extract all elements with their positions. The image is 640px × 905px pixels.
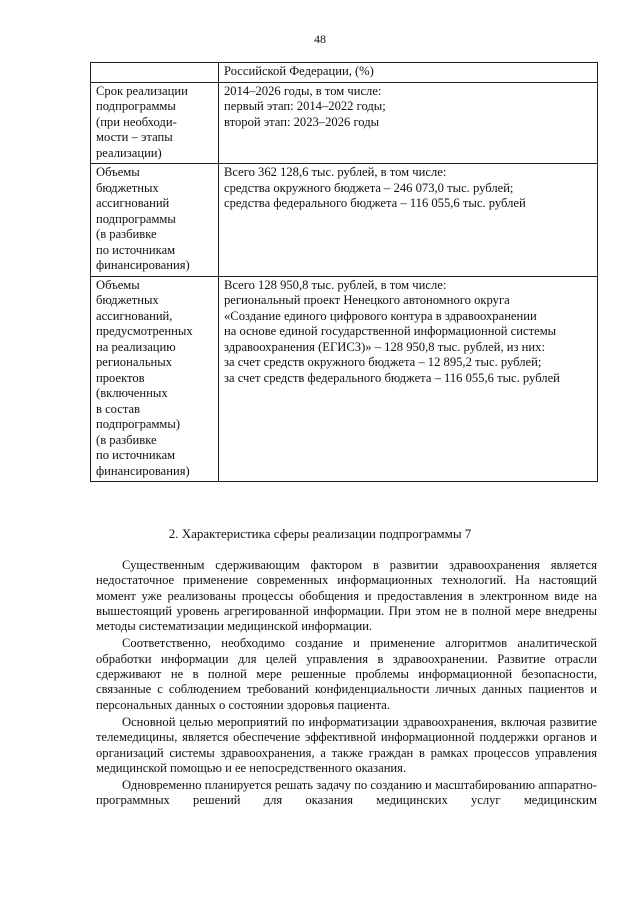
section-title: 2. Характеристика сферы реализации подпрограммы 7 [168, 526, 472, 541]
paragraph: Основной целью мероприятий по информатизации здравоохранения, включая развитие телемедицины, является обеспечение эффективной информационной поддержки органов и организаций системы здравоохранения, а также граждан в рамках процессов управления медицинской помощью и ее непосредственного оказания. [96, 714, 597, 775]
table-label-line: региональных [96, 355, 173, 369]
table-value-cell [219, 82, 598, 164]
table-value-line: средства окружного бюджета – 246 073,0 тыс. рублей; [224, 180, 514, 195]
table-label-line: подпрограммы [96, 211, 176, 226]
table-row [91, 82, 598, 164]
table-row [91, 63, 598, 83]
table-value-cell [219, 63, 598, 83]
table-row [91, 164, 598, 277]
table-label-line: финансирования) [96, 258, 190, 272]
table-value-cell [219, 164, 598, 277]
table-row [91, 276, 598, 482]
table-value-line: Российской Федерации, (%) [224, 64, 374, 78]
table-label-line: (при необходи- [96, 114, 177, 129]
table-label-line: Срок реализации [96, 83, 188, 98]
table-label-cell [91, 164, 219, 277]
table-value-cell [219, 276, 598, 482]
table-label-line: мости – этапы [96, 130, 173, 144]
table-label-line: Объемы [96, 277, 140, 292]
table-label-line: подпрограммы) [96, 417, 181, 431]
table-label-line: по источникам [96, 448, 176, 462]
table-value-line: «Создание единого цифрового контура в здравоохранении [224, 308, 537, 323]
table-label-line: бюджетных [96, 180, 159, 195]
table-value-line: за счет средств окружного бюджета – 12 895,2 тыс. рублей; [224, 355, 542, 369]
table-label-line: финансирования) [96, 463, 190, 478]
page-number: 48 [314, 32, 326, 46]
table-value-line: второй этап: 2023–2026 годы [224, 114, 380, 129]
table-value-line: 2014–2026 годы, в том числе: [224, 83, 382, 98]
subprogram-passport-table [90, 62, 598, 482]
table-label-line: ассигнований, [96, 308, 173, 323]
paragraph: Существенным сдерживающим фактором в развитии здравоохранения является недостаточное применение современных информационных технологий. На настоящий момент уже реализованы процессы обобщения и предоставления в электронном виде на вышестоящий уровень агрегированной информации. При этом не в полной мере внедрены методы систематизации медицинской информации. [96, 558, 597, 634]
table-label-line: по источникам [96, 242, 176, 257]
table-value-line: региональный проект Ненецкого автономного округа [224, 293, 510, 307]
table-label-line: (включенных [96, 386, 168, 400]
table-value-line: Всего 362 128,6 тыс. рублей, в том числе: [224, 165, 447, 179]
table-label-cell [91, 276, 219, 482]
table-label-line: предусмотренных [96, 324, 193, 338]
table-label-line: подпрограммы [96, 99, 176, 113]
paragraph: Соответственно, необходимо создание и применение алгоритмов аналитической обработки информации для целей управления в здравоохранении. Развитие отрасли сдерживают не в полной мере решенные проблемы информационной безопасности, связанные с соблюдением требований конфиденциальности личных данных пациентов и персональных данных о состоянии здоровья пациента. [96, 636, 597, 712]
table-label-line: проектов [96, 370, 145, 385]
table-label-line: бюджетных [96, 293, 159, 307]
table-value-line: здравоохранения (ЕГИСЗ)» – 128 950,8 тыс. рублей, из них: [224, 339, 545, 354]
table-value-line: первый этап: 2014–2022 годы; [224, 99, 386, 113]
table-value-line: средства федерального бюджета – 116 055,6 тыс. рублей [224, 196, 526, 210]
table-label-line: в состав [96, 401, 141, 416]
table-label-line: (в разбивке [96, 227, 157, 241]
table-label-line: ассигнований [96, 196, 170, 210]
body-text [96, 558, 597, 811]
table-label-line [96, 64, 214, 80]
table-label-line: (в разбивке [96, 432, 157, 447]
table-label-cell [91, 82, 219, 164]
table-label-line: реализации) [96, 145, 162, 160]
table-value-line: Всего 128 950,8 тыс. рублей, в том числе: [224, 277, 447, 292]
paragraph: Одновременно планируется решать задачу по созданию и масштабированию аппаратно-программных решений для оказания медицинских услуг медицинским [96, 778, 597, 808]
table-label-line: на реализацию [96, 339, 176, 354]
table-value-line: за счет средств федерального бюджета – 116 055,6 тыс. рублей [224, 370, 560, 385]
table-label-cell [91, 63, 219, 83]
table-label-line: Объемы [96, 165, 140, 179]
table-value-line: на основе единой государственной информационной системы [224, 324, 557, 338]
